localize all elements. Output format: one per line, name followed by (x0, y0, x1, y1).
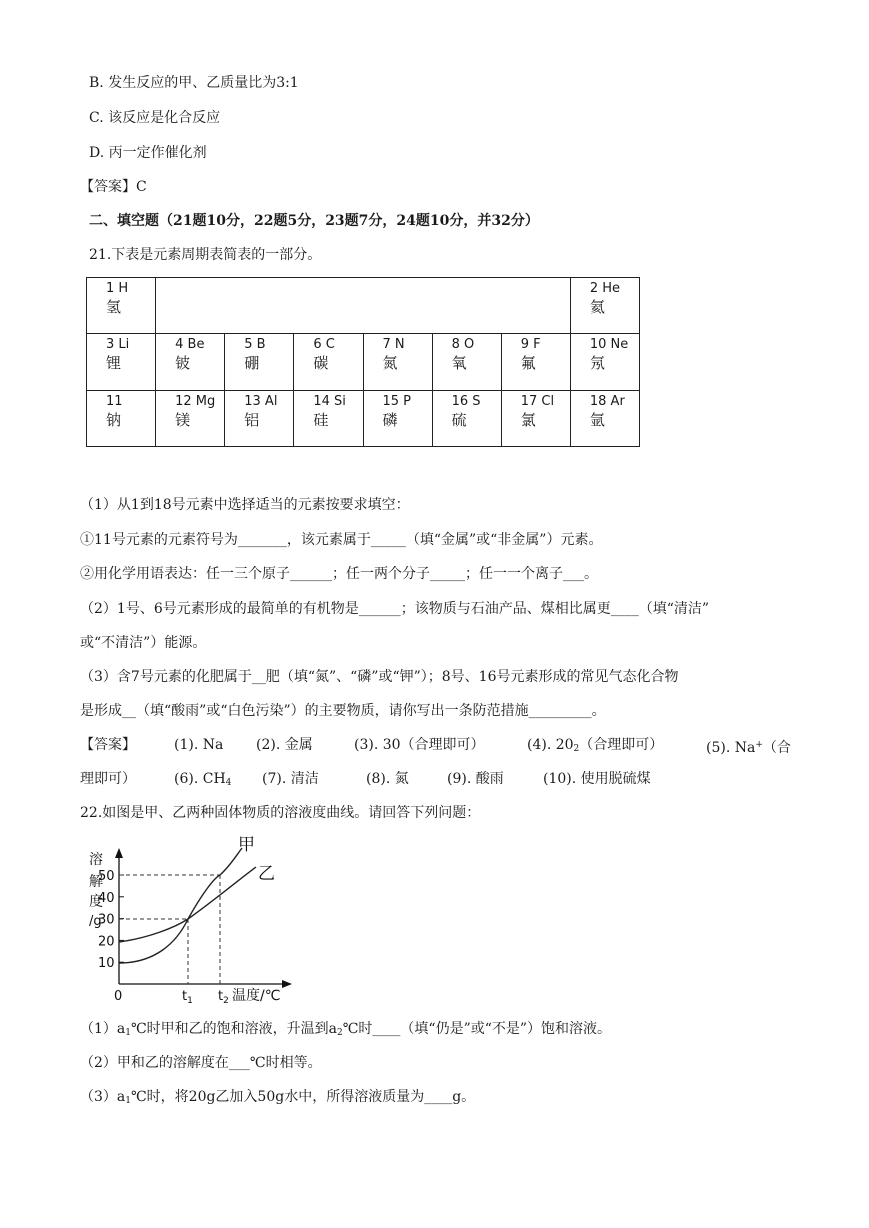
q21-answer-7: (7). 清洁 (262, 771, 319, 787)
element-cell (87, 334, 156, 390)
q21-answer-1: (1). Na (174, 737, 224, 753)
q22-part1-text: ℃时甲和乙的饱和溶液，升温到a (131, 1021, 338, 1037)
q21-answer-cont: 理即可） (80, 771, 136, 787)
element-name: 硅 (313, 410, 329, 429)
element-cell (225, 334, 294, 390)
q21-answer-label: 【答案】 (80, 737, 136, 753)
element-symbol: 3 Li (106, 337, 130, 353)
element-name: 硼 (244, 354, 260, 373)
option-c: C. 该反应是化合反应 (89, 110, 221, 126)
q21-answer-8: (8). 氮 (366, 771, 409, 787)
element-cell (294, 390, 363, 446)
element-symbol: 14 Si (313, 393, 346, 409)
element-symbol: 13 Al (244, 393, 278, 409)
element-symbol: 16 S (451, 393, 481, 409)
ylabel-char: /g (89, 914, 102, 929)
option-d: D. 丙一定作催化剂 (89, 145, 207, 161)
answer-6-text: (6). CH (174, 771, 226, 787)
q22-part3-sub: 1 (125, 1096, 131, 1106)
y-tick-label: 50 (98, 869, 115, 884)
element-cell (294, 334, 363, 390)
q21-stem: 21.下表是元素周期表简表的一部分。 (89, 247, 322, 263)
element-name: 磷 (382, 410, 398, 429)
answer-5-superscript: + (755, 740, 763, 750)
element-name: 碳 (313, 354, 329, 373)
q21-answer-3: (3). 30（合理即可） (354, 737, 485, 753)
ylabel-char: 度 (89, 894, 103, 910)
element-cell (570, 334, 639, 390)
q22-part1-sub: 1 (125, 1028, 131, 1038)
element-name: 铍 (175, 354, 191, 373)
element-name: 铝 (244, 410, 260, 429)
element-cell (432, 334, 501, 390)
element-name: 镁 (175, 410, 191, 429)
element-name: 锂 (106, 354, 122, 373)
element-symbol: 7 N (382, 337, 405, 353)
answer-6-subscript: 4 (225, 778, 232, 788)
q22-part2: （2）甲和乙的溶解度在___℃时相等。 (80, 1055, 322, 1071)
q21-part1b: ②用化学用语表达：任一三个原子______；任一两个分子_____；任一一个离子___。 (80, 566, 598, 582)
answer-5-note: （合 (762, 740, 791, 756)
answer-4-subscript: 2 (573, 744, 580, 754)
element-name: 硫 (451, 410, 467, 429)
q22-part3 (80, 1087, 475, 1111)
element-cell (570, 278, 639, 334)
q21-part2a: （2）1号、6号元素形成的最简单的有机物是______；该物质与石油产品、煤相比属更____（填“清洁” (80, 601, 710, 617)
q21-part3a: （3）含7号元素的化肥属于__肥（填“氮”、“磷”或“钾”）；8号、16号元素形成的常见气态化合物 (80, 669, 679, 685)
element-symbol: 11 (106, 393, 123, 409)
q22-stem: 22.如图是甲、乙两种固体物质的溶液度曲线。请回答下列问题： (80, 805, 481, 821)
y-tick-label: 10 (98, 956, 115, 972)
element-symbol: 15 P (382, 393, 412, 409)
origin-label: 0 (114, 989, 123, 1004)
y-tick-label: 20 (98, 934, 115, 950)
q22-part1-sub: 2 (337, 1028, 343, 1038)
q21-answer-2: (2). 金属 (256, 737, 313, 753)
answer-5-text: (5). Na (706, 740, 756, 756)
element-name: 氖 (589, 354, 605, 373)
element-cell (501, 390, 570, 446)
curve-jia (119, 848, 242, 963)
element-symbol: 10 Ne (589, 337, 629, 353)
element-symbol: 5 B (244, 337, 266, 353)
q21-part2b: 或“不清洁”）能源。 (80, 635, 207, 651)
answer-4-text: (4). 20 (527, 737, 574, 753)
element-cell (156, 390, 225, 446)
element-cell (570, 390, 639, 446)
q21-part3b: 是形成__（填“酸雨”或“白色污染”）的主要物质，请你写出一条防范措施_________。 (80, 703, 606, 719)
q21-answer-9: (9). 酸雨 (447, 771, 504, 787)
element-cell (432, 390, 501, 446)
element-symbol: 8 O (451, 337, 475, 353)
ylabel-char: 溶 (89, 852, 103, 868)
element-name: 钠 (106, 410, 122, 429)
element-name: 氟 (520, 354, 536, 373)
x-tick-t1: $t_1$ (182, 989, 193, 1006)
table-row (87, 278, 640, 334)
element-symbol: 1 H (106, 281, 129, 296)
blank-cell (156, 278, 571, 334)
q21-answer-6 (174, 769, 231, 793)
element-cell (363, 334, 432, 390)
element-cell (156, 334, 225, 390)
series-label-yi: 乙 (258, 864, 275, 884)
x-tick-t2: $t_2$ (218, 989, 229, 1006)
periodic-table (86, 277, 640, 447)
element-name: 氯 (520, 410, 536, 429)
element-symbol: 4 Be (175, 337, 205, 353)
q22-part3-text: ℃时，将20g乙加入50g水中，所得溶液质量为____g。 (131, 1089, 476, 1105)
q21-answer-4 (527, 735, 663, 759)
element-cell (225, 390, 294, 446)
section-title: 二、填空题（21题10分，22题5分，23题7分，24题10分，并32分） (89, 213, 539, 229)
element-name: 氦 (589, 298, 605, 316)
q21-answer-5 (706, 735, 791, 758)
y-tick-label: 30 (98, 912, 115, 928)
element-name: 氮 (382, 354, 398, 373)
table-row (87, 390, 640, 446)
answer-4-note: （合理即可） (579, 737, 664, 753)
element-symbol: 2 He (589, 281, 621, 296)
q21-part1a: ①11号元素的元素符号为_______，该元素属于_____（填“金属”或“非金属”）元素。 (80, 532, 603, 548)
element-cell (87, 390, 156, 446)
solubility-chart (84, 834, 294, 1009)
element-name: 氢 (106, 298, 122, 316)
y-tick-label: 40 (98, 890, 115, 906)
q21-answer-10: (10). 使用脱硫煤 (543, 771, 651, 787)
element-symbol: 17 Cl (520, 393, 555, 409)
y-axis-arrow (115, 848, 123, 858)
element-cell (363, 390, 432, 446)
element-symbol: 18 Ar (589, 393, 625, 409)
x-axis-arrow (282, 980, 292, 988)
table-row (87, 334, 640, 390)
option-b: B. 发生反应的甲、乙质量比为3:1 (89, 75, 299, 91)
q22-part1-text: ℃时____（填“仍是”或“不是”）饱和溶液。 (342, 1021, 612, 1037)
element-symbol: 9 F (520, 337, 541, 353)
x-axis-label: 温度/℃ (232, 988, 281, 1004)
q22-part1 (80, 1019, 611, 1043)
element-symbol: 12 Mg (175, 393, 216, 409)
series-label-jia: 甲 (238, 835, 255, 855)
q22-part1-text: （1）a (80, 1021, 126, 1037)
element-name: 氧 (451, 354, 467, 373)
q22-part3-text: （3）a (80, 1089, 126, 1105)
element-name: 氩 (589, 410, 605, 429)
element-cell (87, 278, 156, 334)
answer-20: 【答案】C (80, 179, 147, 195)
curve-yi (119, 867, 256, 942)
element-symbol: 6 C (313, 337, 335, 353)
element-cell (501, 334, 570, 390)
ylabel-char: 解 (89, 874, 103, 890)
q21-part1: （1）从1到18号元素中选择适当的元素按要求填空： (80, 497, 410, 513)
